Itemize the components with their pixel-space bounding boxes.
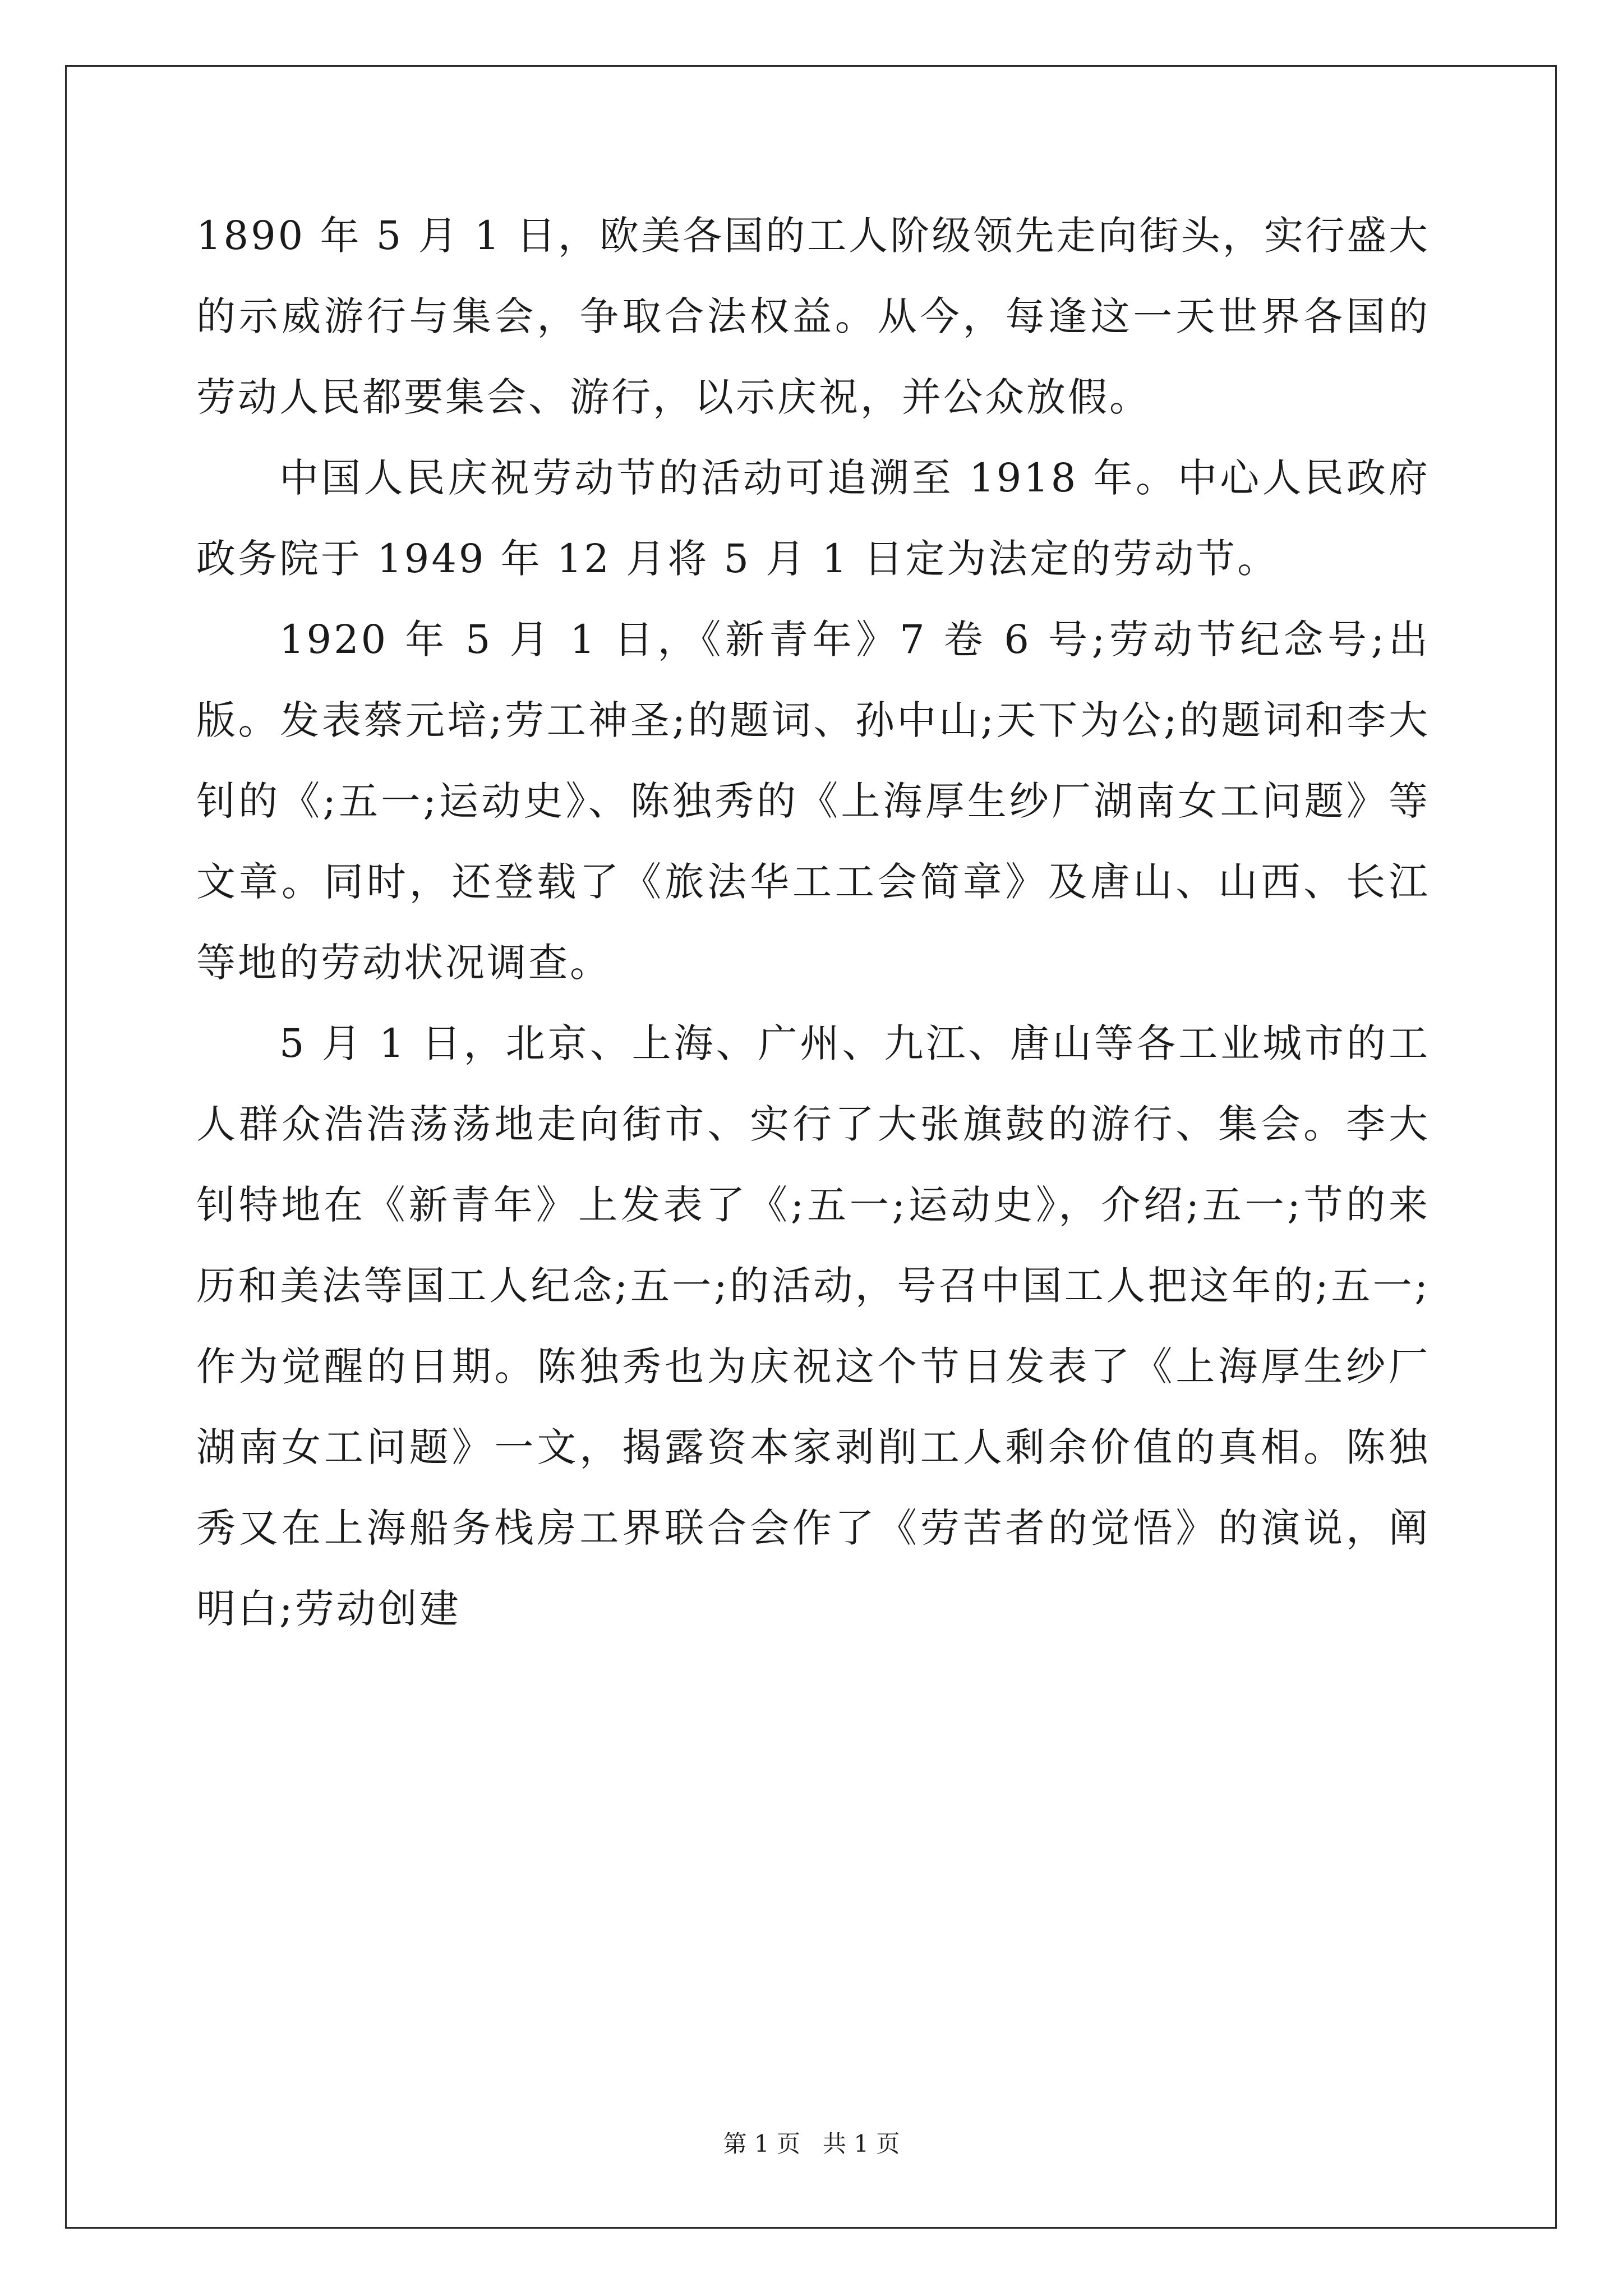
document-body [196, 195, 1430, 1649]
page-total: 共 1 页 [823, 2130, 900, 2157]
paragraph-2: 中国人民庆祝劳动节的活动可追溯至 1918 年。中心人民政府政务院于 1949 年 12 月将 5 月 1 日定为法定的劳动节。 [196, 455, 1430, 582]
paragraph-1: 1890 年 5 月 1 日，欧美各国的工人阶级领先走向街头，实行盛大的示威游行与集会，争取合法权益。从今，每逢这一天世界各国的劳动人民都要集会、游行，以示庆祝，并公众放假。 [196, 213, 1430, 420]
paragraph-3: 1920 年 5 月 1 日，《新青年》7 卷 6 号;劳动节纪念号;出版。发表蔡元培;劳工神圣;的题词、孙中山;天下为公;的题词和李大钊的《;五一;运动史》、陈独秀的《上海厚生纱厂湖南女工问题》等文章。同时，还登载了《旅法华工工会简章》及唐山、山西、长江等地的劳动状况调查。 [196, 616, 1430, 986]
page-footer [0, 2127, 1623, 2161]
page-number: 第 1 页 [723, 2130, 800, 2157]
paragraph-4: 5 月 1 日，北京、上海、广州、九江、唐山等各工业城市的工人群众浩浩荡荡地走向街市、实行了大张旗鼓的游行、集会。李大钊特地在《新青年》上发表了《;五一;运动史》，介绍;五一;节的来历和美法等国工人纪念;五一;的活动，号召中国工人把这年的;五一;作为觉醒的日期。陈独秀也为庆祝这个节日发表了《上海厚生纱厂湖南女工问题》一文，揭露资本家剥削工人剩余价值的真相。陈独秀又在上海船务栈房工界联合会作了《劳苦者的觉悟》的演说，阐明白;劳动创建 [196, 1020, 1430, 1632]
